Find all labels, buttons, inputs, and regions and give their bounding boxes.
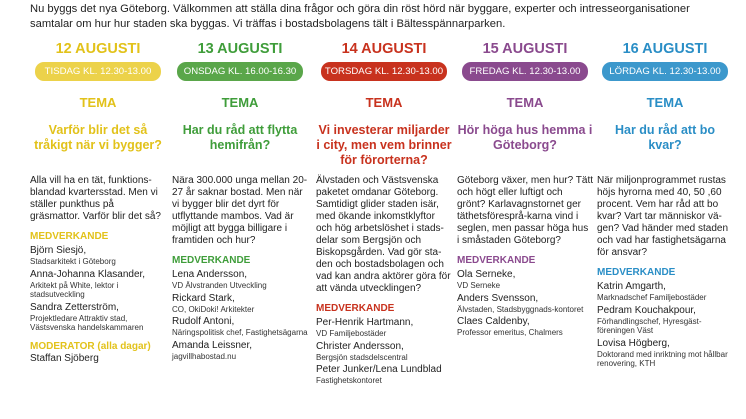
participant-role: Bergsjön stadsdelscentral — [316, 352, 408, 362]
participant — [597, 338, 733, 369]
day-column — [30, 40, 166, 419]
time-badge: LÖRDAG KL. 12.30-13.00 — [602, 62, 728, 81]
theme-question: Har du råd att bo kvar? — [614, 123, 715, 152]
participant — [457, 316, 593, 338]
participants-heading: MEDVERKANDE — [316, 303, 395, 314]
participant-role: Stadsarkitekt i Göteborg — [30, 257, 116, 266]
participant-role: Förhandlingschef, Hyresgäst-föreningen Väst — [597, 316, 702, 335]
participant-role: Arkitekt på White, lektor i stadsutveckling — [30, 280, 119, 299]
participants-heading: MEDVERKANDE — [172, 255, 251, 266]
participants-heading: MEDVERKANDE — [597, 267, 676, 278]
participant — [30, 269, 166, 300]
participant-name: Per-Henrik Hartmann, — [316, 317, 414, 328]
participant-role: Näringspolitisk chef, Fastighetsägarna — [172, 328, 308, 337]
participant-role: Fastighetskontoret — [316, 376, 382, 385]
participant-role: Älvstaden, Stadsbyggnads-kontoret — [457, 304, 584, 314]
participant — [316, 317, 452, 339]
theme-description: Göteborg växer, men hur? Tätt och högt eller luftigt och grönt? Karlavagnstornet ger täthetsföresprå-karna vind i seglen, men passar höga hus i småstaden Göteborg? — [457, 175, 594, 246]
participant-name: Sandra Zetterström, — [30, 301, 119, 313]
participant — [597, 305, 733, 336]
participant-role: Professor emeritus, Chalmers — [457, 328, 563, 337]
participant-name: Claes Caldenby, — [457, 316, 530, 327]
day-column — [457, 40, 593, 419]
participant — [30, 302, 166, 333]
participant-role: jagvillhabostad.nu — [172, 351, 237, 361]
participant-name: Rudolf Antoni, — [172, 316, 235, 327]
participant — [172, 316, 308, 338]
moderator-name: Staffan Sjöberg — [30, 352, 99, 364]
participant — [457, 269, 593, 291]
day-date: 12 AUGUSTI — [55, 41, 141, 57]
participant — [457, 293, 593, 315]
theme-description: Alla vill ha en tät, funktions-blandad kvartersstad. Men vi ställer punkthus på gräsmattor. Varför blir det så? — [30, 175, 161, 222]
participant-role: Projektledare Attraktiv stad, Västsvenska handelskammaren — [30, 313, 144, 332]
participant-role: Marknadschef Familjebostäder — [597, 293, 707, 302]
tema-heading: TEMA — [79, 95, 117, 110]
theme-description: Älvstaden och Västsvenska paketet omdanar Göteborg. Samtidigt glider staden isär, med ökande inkomstklyftor och hög arbetslöshet i stads-delar som Bergsjön och Biskopsgården. Vad gör sta-den och bostadsbolagen och vad kan andra aktörer göra för att vända utvecklingen? — [316, 175, 451, 294]
participant-name: Lovisa Högberg, — [597, 337, 670, 349]
participant-name: Christer Andersson, — [316, 340, 404, 352]
participant-role: VD Serneke — [457, 281, 501, 290]
tema-heading: TEMA — [646, 95, 684, 110]
tema-heading: TEMA — [365, 95, 403, 110]
theme-question: Har du råd att flytta hemifrån? — [182, 123, 298, 152]
day-date: 16 AUGUSTI — [622, 41, 708, 57]
participant-role: VD Familjebostäder — [316, 329, 387, 338]
day-date: 15 AUGUSTI — [482, 41, 568, 57]
participant-name: Pedram Kouchakpour, — [597, 304, 696, 316]
participant — [316, 341, 452, 363]
participant-name: Amanda Leissner, — [172, 339, 253, 351]
participant-name: Katrin Amgarth, — [597, 281, 666, 292]
participant-name: Rickard Stark, — [172, 292, 235, 304]
participant-role: CO, OkiDoki! Arkitekter — [172, 304, 255, 314]
theme-question: Varför blir det så tråkigt när vi bygger? — [34, 123, 162, 152]
participant-name: Anders Svensson, — [457, 292, 539, 304]
day-column — [316, 40, 452, 419]
time-badge: FREDAG KL. 12.30-13.00 — [462, 62, 588, 81]
participant — [597, 281, 733, 303]
participant — [172, 293, 308, 315]
day-column — [597, 40, 733, 419]
theme-question: Vi investerar miljarder i city, men vem brinner för förorterna? — [316, 123, 452, 167]
participant-name: Björn Siesjö, — [30, 245, 87, 256]
tema-heading: TEMA — [221, 95, 259, 110]
day-column — [172, 40, 308, 419]
time-badge: TORSDAG KL. 12.30-13.00 — [321, 62, 447, 81]
participant — [316, 364, 452, 386]
theme-description: När miljonprogrammet rustas höjs hyrorna med 40, 50 ,60 procent. Vem har råd att bo kvar? Vart tar människor vä-gen? Vad händer med staden och vad har fastighetsägarna för ansvar? — [597, 175, 729, 258]
participant-name: Lena Andersson, — [172, 269, 248, 280]
time-badge: TISDAG KL. 12.30-13.00 — [35, 62, 161, 81]
time-badge: ONSDAG KL. 16.00-16.30 — [177, 62, 303, 81]
participant-name: Peter Junker/Lena Lundblad — [316, 364, 442, 375]
participant — [172, 269, 308, 291]
day-date: 14 AUGUSTI — [341, 41, 427, 57]
theme-question: Hör höga hus hemma i Göteborg? — [457, 123, 593, 152]
participants-heading: MEDVERKANDE — [30, 231, 109, 242]
day-date: 13 AUGUSTI — [197, 41, 283, 57]
participant — [172, 340, 308, 362]
participant-name: Anna-Johanna Klasander, — [30, 268, 146, 280]
participant-role: Doktorand med inriktning mot hållbar renovering, KTH — [597, 349, 728, 368]
participants-heading: MEDVERKANDE — [457, 255, 536, 266]
tema-heading: TEMA — [506, 95, 544, 110]
moderator-heading: MODERATOR (alla dagar) — [30, 340, 151, 352]
participant-role: VD Älvstranden Utveckling — [172, 281, 267, 290]
participant — [30, 245, 166, 267]
participant-name: Ola Serneke, — [457, 269, 516, 280]
theme-description: Nära 300.000 unga mellan 20-27 år saknar bostad. Men när vi bygger blir det dyrt för utflyttande mambos. Vad är möjligt att bygga billigare i framtiden och hur? — [172, 175, 308, 246]
intro-text: Nu byggs det nya Göteborg. Välkommen att ställa dina frågor och göra din röst hörd när byggare, experter och intresseorganisationer samtalar om hur hur staden ska byggas. Vi träffas i bostadsbolagens tält i Bältesspännarparken. — [30, 3, 690, 30]
